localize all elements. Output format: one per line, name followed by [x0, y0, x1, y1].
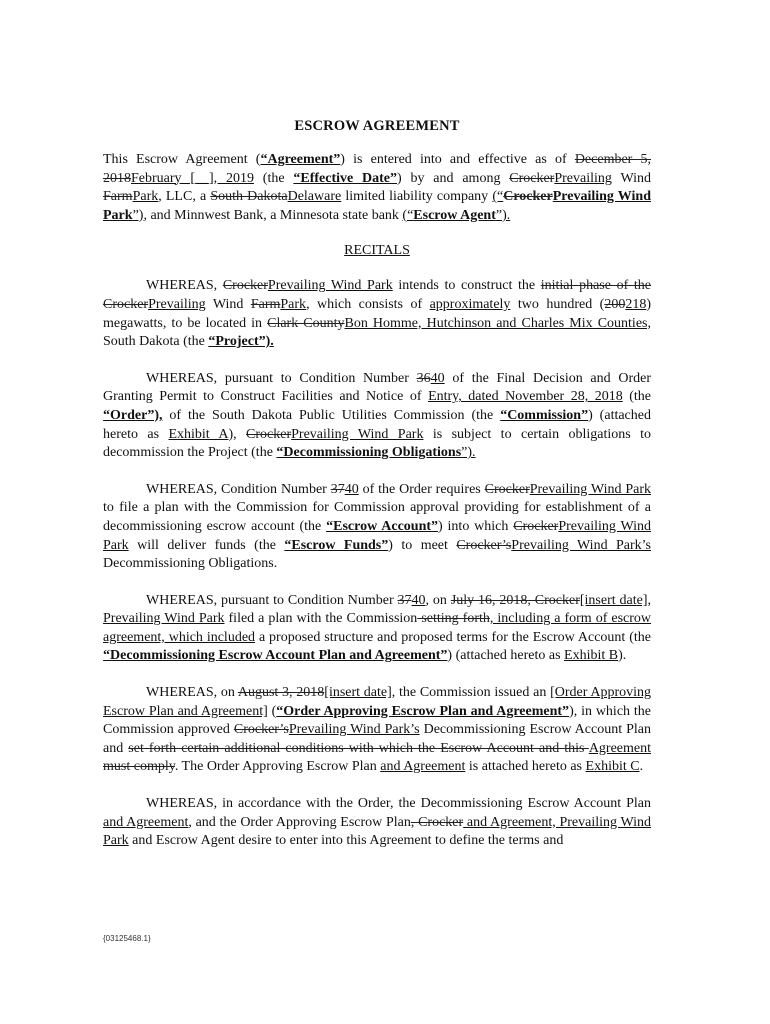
deleted-text: South Dakota: [210, 189, 288, 205]
recital-paragraph-4: [103, 592, 651, 666]
inserted-text: “Decommissioning Obligations: [276, 445, 462, 461]
text-run: (the: [253, 170, 294, 186]
inserted-text: “Commission”: [500, 407, 589, 423]
inserted-text: Prevailing: [554, 170, 612, 186]
text-run: ), in which the Commission approved: [103, 703, 651, 738]
inserted-text: ”).: [461, 445, 476, 461]
inserted-text: [insert date]: [324, 685, 392, 701]
text-run: ) by and among: [397, 170, 510, 186]
recitals-heading: RECITALS: [344, 243, 410, 259]
inserted-text: 40: [430, 370, 445, 386]
inserted-text: Prevailing Wind Park’s: [288, 722, 420, 738]
deleted-text: Crocker: [503, 189, 553, 205]
text-run: of the South Dakota Public Utilities Commission (the: [162, 407, 501, 423]
inserted-text: Exhibit C: [585, 759, 640, 775]
inserted-text: Prevailing Wind Park: [103, 189, 652, 223]
inserted-text: 40: [411, 592, 426, 608]
inserted-text: “Agreement”: [260, 152, 341, 167]
text-run: . The Order Approving Escrow Plan: [174, 759, 381, 775]
text-run: (the: [622, 389, 651, 405]
deleted-text: initial phase of the Crocker: [103, 278, 652, 312]
text-run: a proposed structure and proposed terms for the Escrow Account (the: [255, 629, 651, 645]
text-run: .: [639, 759, 644, 775]
text-run: , the Commission issued an: [391, 685, 551, 701]
recital-paragraph-2: [103, 370, 651, 463]
inserted-text: approximately: [429, 296, 511, 312]
inserted-text: Park: [132, 189, 159, 205]
inserted-text: Agreement: [588, 740, 652, 756]
text-run: filed a plan with the Commission: [224, 611, 418, 627]
text-run: ) (attached hereto as: [447, 648, 565, 664]
text-run: ) (attached hereto as: [103, 407, 651, 442]
inserted-text: and Agreement: [380, 759, 466, 775]
text-run: ),: [228, 426, 247, 442]
text-run: WHEREAS, pursuant to Condition Number: [146, 592, 398, 608]
inserted-text: , including a form of escrow agreement, which included: [103, 611, 652, 645]
text-run: , on: [425, 592, 451, 608]
text-run: intends to construct the: [392, 278, 541, 294]
inserted-text: Exhibit A: [168, 426, 229, 442]
text-run: , and Minnwest Bank, a Minnesota state bank: [143, 207, 403, 223]
text-run: of the Order requires: [358, 481, 485, 497]
deleted-text: August 3, 2018: [237, 685, 325, 701]
text-run: WHEREAS,: [146, 278, 223, 294]
inserted-text: Prevailing: [148, 296, 206, 312]
deleted-text: Clark County: [267, 315, 345, 331]
inserted-text: Entry, dated November 28, 2018: [428, 389, 623, 405]
text-run: limited liability company: [341, 189, 493, 205]
inserted-text: Park: [280, 296, 307, 312]
inserted-text: and Agreement, Prevailing Wind Park: [103, 814, 652, 849]
inserted-text: [insert date], Prevailing Wind Park: [103, 592, 651, 627]
deleted-text: Farm: [250, 296, 281, 312]
inserted-text: “Effective Date”: [293, 170, 398, 186]
text-run: WHEREAS, on: [146, 685, 238, 701]
inserted-text: 218: [625, 296, 647, 312]
deleted-text: Crocker: [246, 426, 292, 442]
inserted-text: [Order Approving Escrow Plan: [103, 685, 651, 719]
deleted-text: Farm: [103, 189, 133, 205]
deleted-text: Crocker’s: [456, 537, 512, 553]
deleted-text: 37: [330, 481, 345, 497]
intro-paragraph: [103, 151, 651, 225]
text-run: to file a plan with the Commission for Commission approval providing for establishment of a decommissioning escrow account (the: [103, 500, 651, 534]
text-run: ) is entered into and effective as of: [340, 152, 575, 167]
recital-paragraph-5: [103, 684, 651, 777]
inserted-text: Prevailing Wind Park: [103, 518, 652, 553]
inserted-text: (“: [402, 207, 414, 223]
inserted-text: Prevailing Wind Park’s: [511, 537, 652, 553]
deleted-text: Crocker: [484, 481, 530, 497]
text-run: Decommissioning Obligations.: [103, 556, 278, 572]
recital-paragraph-3: [103, 481, 651, 574]
inserted-text: Prevailing Wind Park: [291, 426, 424, 442]
inserted-text: “Escrow Account”: [326, 518, 439, 534]
inserted-text: Prevailing Wind Park: [267, 278, 393, 294]
deleted-text: Crocker: [222, 278, 268, 294]
text-run: WHEREAS, in accordance with the Order, the Decommissioning Escrow Account Plan: [146, 796, 651, 812]
text-run: WHEREAS, pursuant to Condition Number: [146, 370, 417, 386]
text-run: and Escrow Agent desire to enter into this Agreement to define the terms and: [128, 833, 564, 849]
text-run: ) to meet: [388, 537, 457, 553]
inserted-text: and Agreement: [103, 814, 189, 830]
inserted-text: Exhibit B: [564, 648, 619, 664]
inserted-text: Delaware: [287, 189, 342, 205]
inserted-text: (“: [492, 189, 504, 205]
text-run: is attached hereto as: [465, 759, 586, 775]
text-run: Wind: [611, 170, 651, 186]
text-run: ).: [618, 648, 627, 664]
text-run: two hundred (: [510, 296, 605, 312]
inserted-text: “Order”),: [103, 407, 163, 423]
deleted-text: Crocker’s: [233, 722, 289, 738]
recital-paragraph-6: [103, 795, 651, 851]
inserted-text: “Project”).: [208, 334, 274, 350]
deleted-text: July 16, 2018, Crocker: [450, 592, 580, 608]
deleted-text: , Crocker: [410, 814, 464, 830]
text-run: of the Final Decision and Order Granting Permit to Construct Facilities and Notice of: [103, 370, 651, 405]
inserted-text: February [__], 2019: [131, 170, 254, 186]
deleted-text: December 5, 2018: [103, 152, 651, 186]
text-run: is subject to certain obligations to decommission the Project (the: [103, 426, 651, 461]
inserted-text: ”): [132, 207, 144, 223]
deleted-text: Crocker: [509, 170, 555, 186]
deleted-text: 37: [397, 592, 412, 608]
text-run: , which consists of: [306, 296, 430, 312]
text-run: Wind: [205, 296, 251, 312]
text-run: (: [267, 703, 277, 719]
deleted-text: 200: [604, 296, 626, 312]
inserted-text: “Decommissioning Escrow Account Plan and Agreement”: [103, 648, 448, 664]
text-run: South Dakota (the: [103, 334, 209, 350]
recital-paragraph-1: [103, 277, 651, 351]
text-run: , LLC, a: [158, 189, 211, 205]
text-run: , and the Order Approving Escrow Plan: [188, 814, 411, 830]
inserted-text: Escrow Agent: [413, 207, 496, 223]
text-run: WHEREAS, Condition Number: [146, 481, 331, 497]
text-run: ) megawatts, to be located in: [103, 296, 651, 331]
inserted-text: ”).: [495, 207, 511, 223]
deleted-text: 36: [416, 370, 431, 386]
inserted-text: “Escrow Funds”: [284, 537, 389, 553]
inserted-text: Prevailing Wind Park: [529, 481, 652, 497]
inserted-text: Bon Homme, Hutchinson and Charles Mix Counties,: [344, 315, 651, 331]
text-run: ) into which: [438, 518, 514, 534]
inserted-text: and Agreement]: [177, 703, 268, 719]
deleted-text: must comply: [103, 759, 175, 775]
deleted-text: setting forth: [417, 611, 490, 627]
deleted-text: set forth certain additional conditions with which the Escrow Account and this: [128, 740, 589, 756]
document-id-footer: {03125468.1}: [103, 934, 151, 943]
text-run: This Escrow Agreement (: [103, 152, 261, 167]
text-run: Decommissioning Escrow Account Plan and: [103, 722, 651, 756]
inserted-text: “Order Approving Escrow Plan and Agreement”: [276, 703, 570, 719]
text-run: will deliver funds (the: [128, 537, 285, 553]
inserted-text: 40: [344, 481, 359, 497]
document-title: ESCROW AGREEMENT: [294, 118, 460, 134]
deleted-text: Crocker: [513, 518, 559, 534]
